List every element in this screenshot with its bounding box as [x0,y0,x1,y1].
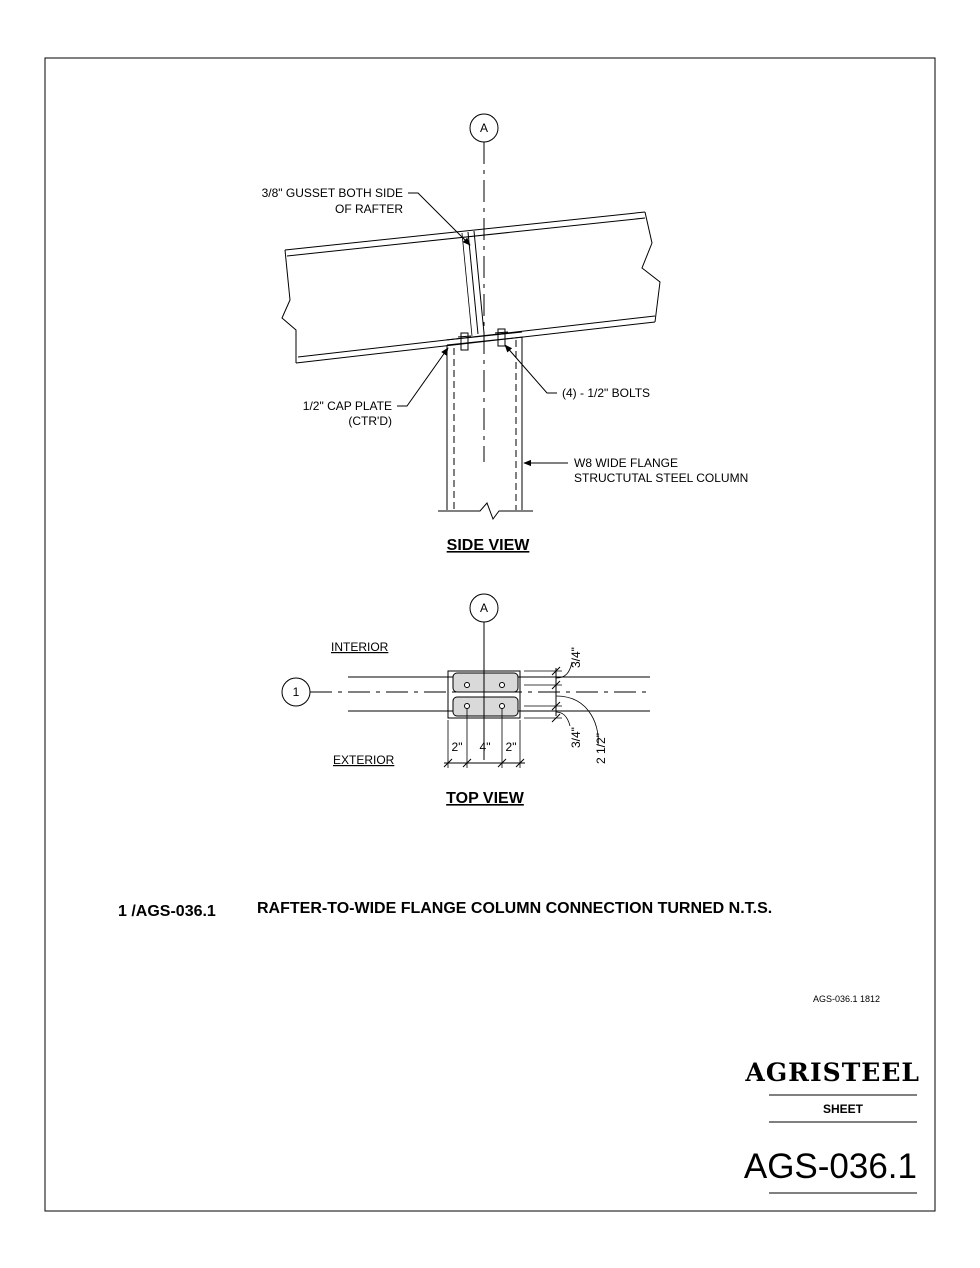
sheet-number: AGS-036.1 [743,1147,917,1186]
grid-bubble-a-top-label: A [479,601,489,615]
bolts-callout [505,345,650,400]
drawing-code: AGS-036.1 1812 [812,994,880,1004]
column-callout-line2: STRUCTUTAL STEEL COLUMN [574,471,749,485]
sheet-border [45,58,935,1211]
sheet-label: SHEET [822,1102,864,1116]
vertical-dimensions [524,647,608,764]
bolt-left [458,333,471,350]
column [438,337,533,519]
bolt-hole-2 [500,683,505,688]
side-view-title: SIDE VIEW [446,537,530,554]
side-view [262,114,749,554]
company-logo: AGRISTEEL [745,1058,920,1087]
column-callout-line1: W8 WIDE FLANGE [574,456,679,470]
bolt-hole-3 [465,704,470,709]
cap-plate-callout-line2: (CTR'D) [348,414,392,428]
gusset-callout-line1: 3/8" GUSSET BOTH SIDE [261,186,403,200]
dim-right: 2" [505,740,517,754]
interior-label: INTERIOR [331,640,389,654]
dim-bottom-edge: 3/4" [569,727,583,748]
bolt-right [495,329,508,346]
gusset-callout [262,186,470,245]
column-callout [524,456,748,485]
detail-title: RAFTER-TO-WIDE FLANGE COLUMN CONNECTION TURNED N.T.S. [257,900,773,917]
dim-top-edge: 3/4" [569,647,583,668]
rafter-flange-upper [453,673,518,692]
dim-gauge: 2 1/2" [594,733,608,764]
grid-bubble-a-side-label: A [479,121,489,135]
bolt-hole-4 [500,704,505,709]
rafter-flange-lower [453,697,518,716]
bolt-hole-1 [465,683,470,688]
rafter [282,212,660,363]
top-view [282,594,650,807]
grid-bubble-1-label: 1 [292,685,300,699]
bolts-callout-label: (4) - 1/2" BOLTS [562,386,651,400]
exterior-label: EXTERIOR [333,753,395,767]
top-view-title: TOP VIEW [446,790,524,807]
cap-plate-callout-line1: 1/2" CAP PLATE [302,399,392,413]
gusset-callout-line2: OF RAFTER [335,202,403,216]
dim-mid: 4" [479,740,491,754]
dim-left: 2" [451,740,463,754]
title-block [744,994,920,1193]
detail-ref: 1 /AGS-036.1 [118,903,216,920]
